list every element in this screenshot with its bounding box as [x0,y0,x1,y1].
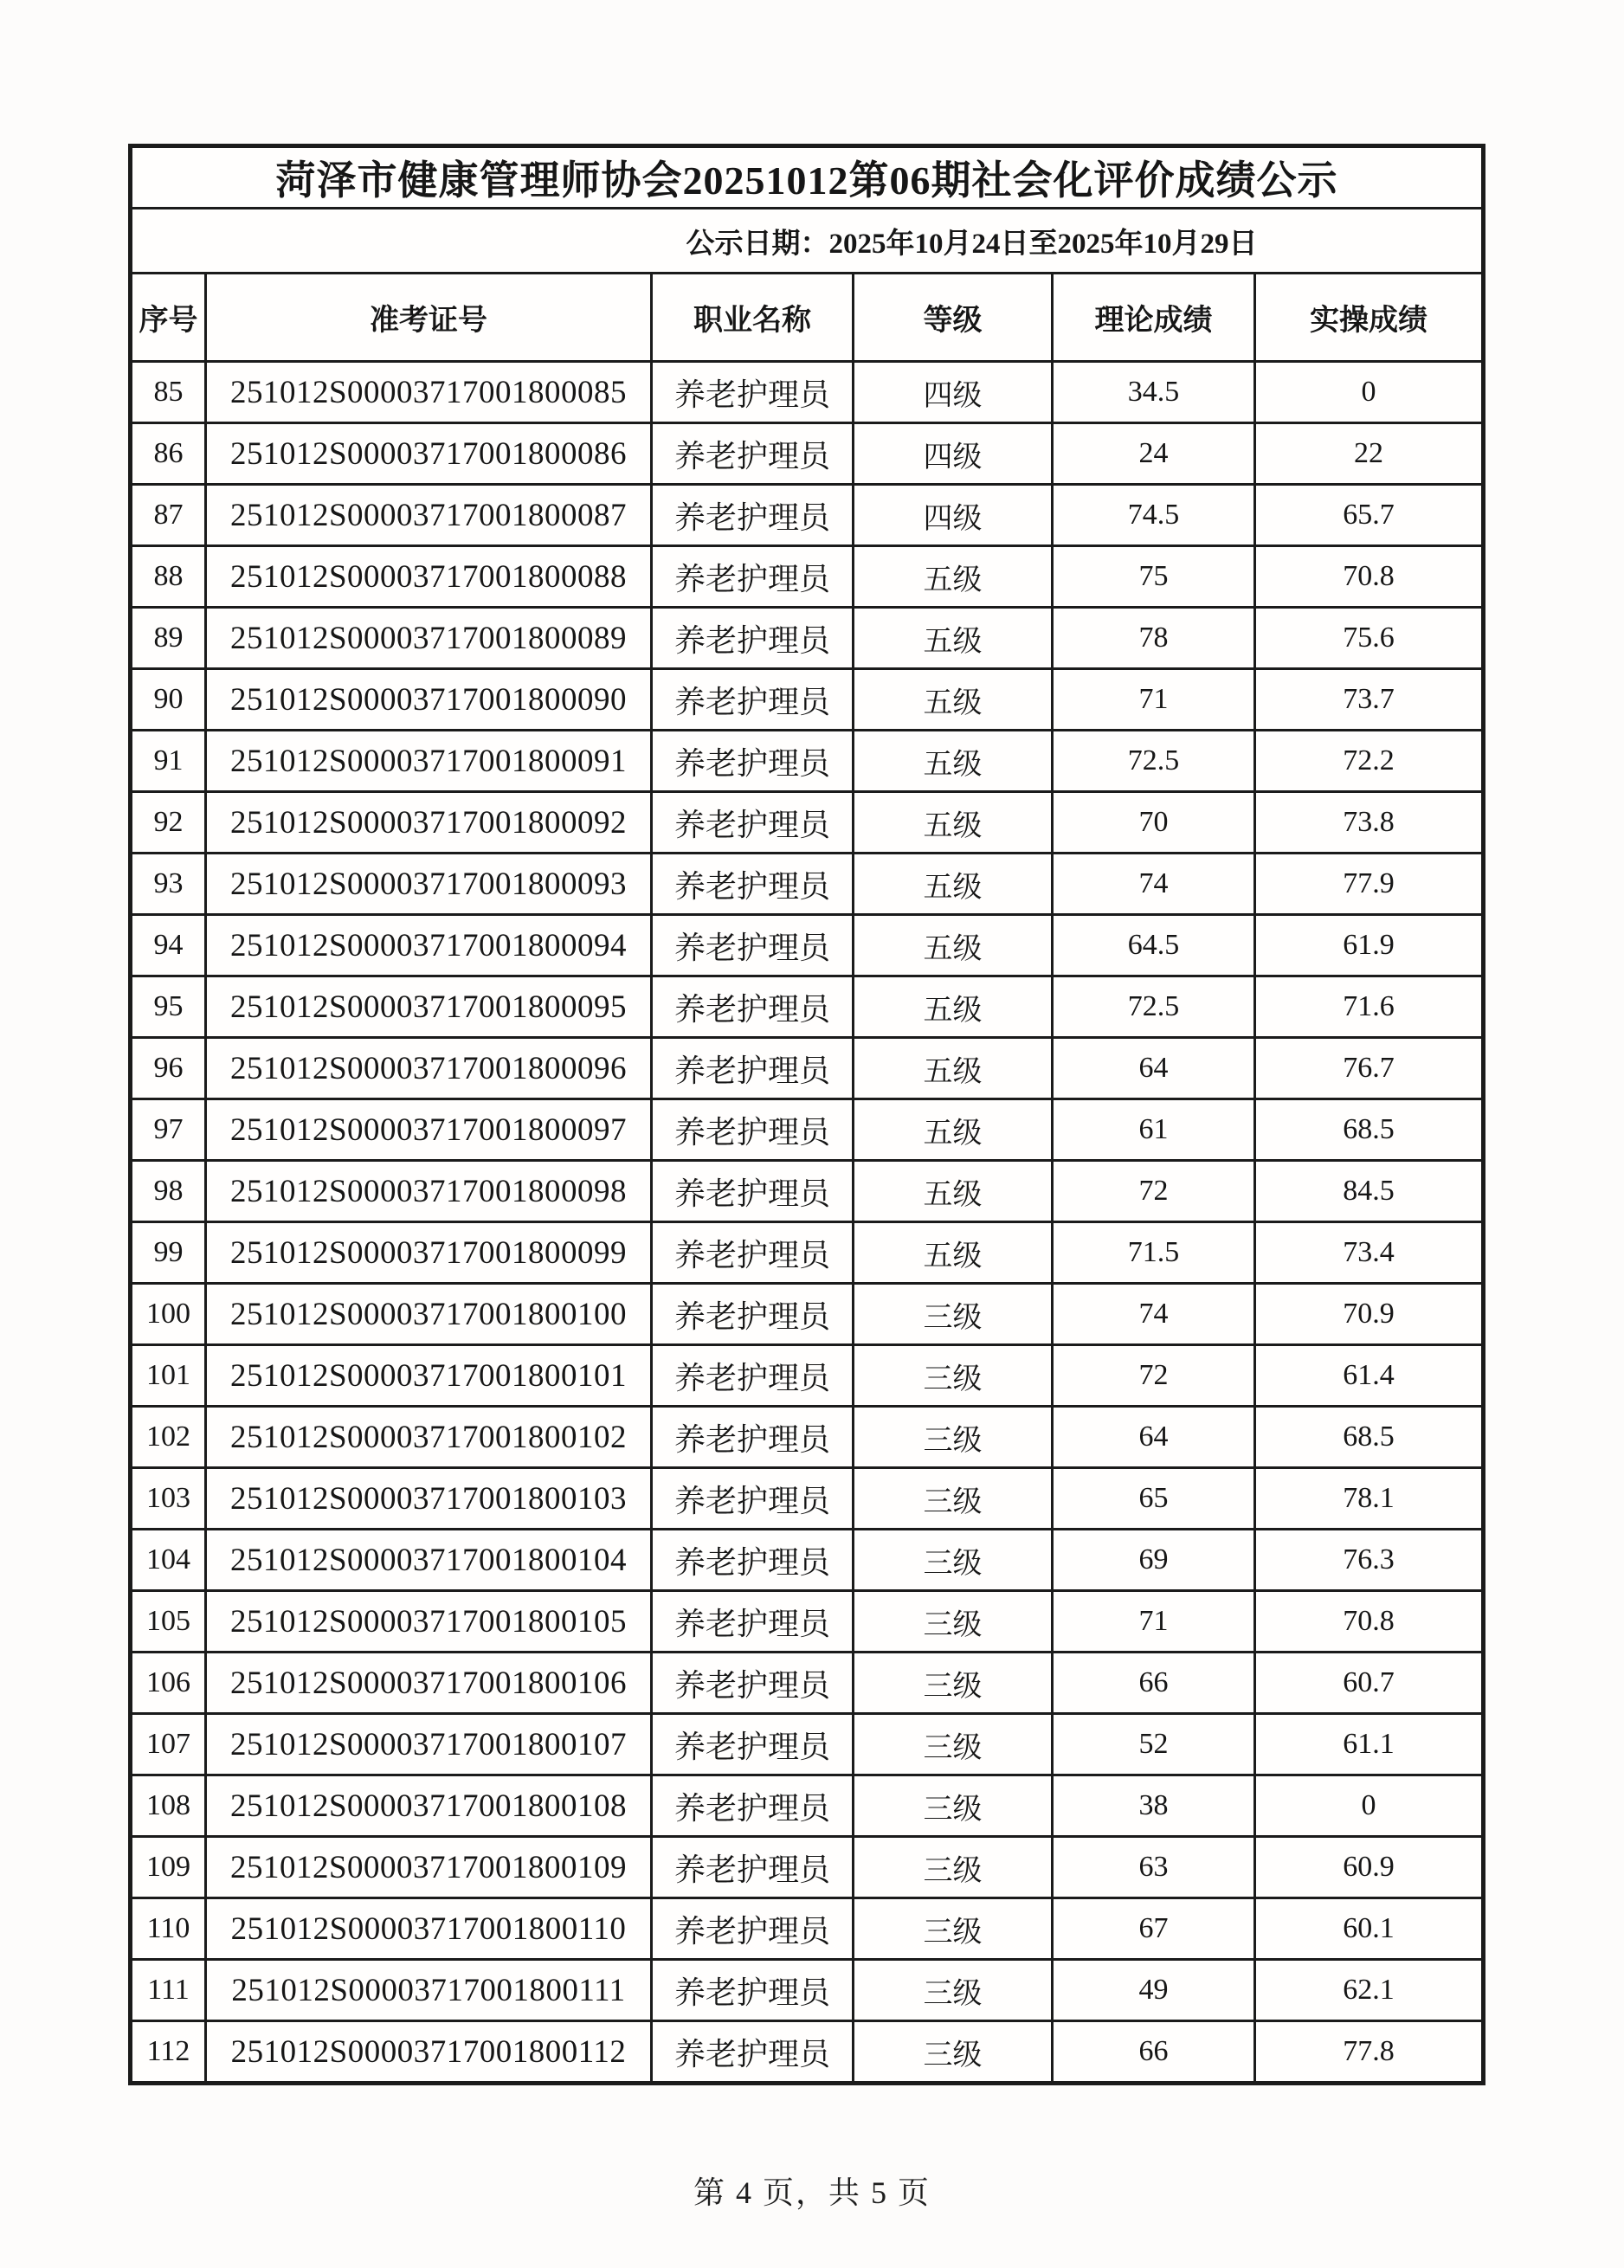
cell-occupation: 养老护理员 [652,1837,854,1898]
cell-practical-score: 70.9 [1255,1284,1484,1345]
cell-seq: 89 [131,608,206,669]
cell-practical-score: 72.2 [1255,731,1484,792]
cell-practical-score: 73.7 [1255,669,1484,731]
cell-ticket-number: 251012S00003717001800098 [206,1161,652,1222]
cell-ticket-number: 251012S00003717001800107 [206,1714,652,1775]
cell-occupation: 养老护理员 [652,669,854,731]
cell-practical-score: 60.9 [1255,1837,1484,1898]
cell-theory-score: 49 [1053,1960,1255,2021]
cell-seq: 103 [131,1468,206,1530]
cell-practical-score: 0 [1255,362,1484,423]
cell-ticket-number: 251012S00003717001800096 [206,1038,652,1099]
cell-occupation: 养老护理员 [652,915,854,976]
cell-practical-score: 61.4 [1255,1345,1484,1407]
cell-seq: 88 [131,546,206,608]
cell-level: 三级 [854,1284,1053,1345]
cell-theory-score: 66 [1053,2021,1255,2084]
cell-ticket-number: 251012S00003717001800090 [206,669,652,731]
cell-occupation: 养老护理员 [652,1775,854,1837]
cell-seq: 99 [131,1222,206,1284]
column-header-col-occupation: 职业名称 [652,274,854,362]
cell-occupation: 养老护理员 [652,1714,854,1775]
cell-level: 五级 [854,792,1053,854]
cell-occupation: 养老护理员 [652,792,854,854]
cell-occupation: 养老护理员 [652,1038,854,1099]
cell-ticket-number: 251012S00003717001800104 [206,1530,652,1591]
cell-seq: 112 [131,2021,206,2084]
cell-occupation: 养老护理员 [652,1099,854,1161]
cell-level: 五级 [854,1222,1053,1284]
cell-practical-score: 76.7 [1255,1038,1484,1099]
cell-ticket-number: 251012S00003717001800094 [206,915,652,976]
cell-occupation: 养老护理员 [652,1898,854,1960]
table-row [131,1837,1484,1898]
cell-seq: 93 [131,854,206,915]
cell-occupation: 养老护理员 [652,1284,854,1345]
table-row [131,1468,1484,1530]
cell-ticket-number: 251012S00003717001800085 [206,362,652,423]
cell-level: 五级 [854,546,1053,608]
cell-level: 五级 [854,1099,1053,1161]
cell-theory-score: 34.5 [1053,362,1255,423]
cell-occupation: 养老护理员 [652,1222,854,1284]
cell-theory-score: 74.5 [1053,485,1255,546]
cell-level: 三级 [854,1530,1053,1591]
cell-practical-score: 62.1 [1255,1960,1484,2021]
title-row [131,146,1484,209]
cell-practical-score: 65.7 [1255,485,1484,546]
cell-occupation: 养老护理员 [652,2021,854,2084]
publish-date: 公示日期：2025年10月24日至2025年10月29日 [131,209,1484,274]
cell-practical-score: 70.8 [1255,1591,1484,1653]
cell-occupation: 养老护理员 [652,362,854,423]
cell-occupation: 养老护理员 [652,1530,854,1591]
cell-practical-score: 70.8 [1255,546,1484,608]
cell-ticket-number: 251012S00003717001800100 [206,1284,652,1345]
cell-practical-score: 77.8 [1255,2021,1484,2084]
table-row [131,1714,1484,1775]
cell-occupation: 养老护理员 [652,854,854,915]
cell-practical-score: 71.6 [1255,976,1484,1038]
cell-occupation: 养老护理员 [652,1407,854,1468]
cell-ticket-number: 251012S00003717001800092 [206,792,652,854]
cell-theory-score: 75 [1053,546,1255,608]
table-row [131,976,1484,1038]
cell-level: 三级 [854,1407,1053,1468]
cell-theory-score: 72.5 [1053,731,1255,792]
cell-practical-score: 73.8 [1255,792,1484,854]
cell-seq: 85 [131,362,206,423]
table-row [131,1345,1484,1407]
page-number-footer: 第 4 页，共 5 页 [693,2175,931,2210]
cell-seq: 107 [131,1714,206,1775]
cell-practical-score: 73.4 [1255,1222,1484,1284]
cell-practical-score: 76.3 [1255,1530,1484,1591]
cell-theory-score: 72.5 [1053,976,1255,1038]
cell-theory-score: 70 [1053,792,1255,854]
table-row [131,546,1484,608]
cell-ticket-number: 251012S00003717001800091 [206,731,652,792]
cell-practical-score: 68.5 [1255,1099,1484,1161]
cell-occupation: 养老护理员 [652,1960,854,2021]
table-row [131,1960,1484,2021]
cell-practical-score: 75.6 [1255,608,1484,669]
cell-ticket-number: 251012S00003717001800087 [206,485,652,546]
cell-theory-score: 71 [1053,1591,1255,1653]
cell-level: 五级 [854,854,1053,915]
table-row [131,1284,1484,1345]
cell-ticket-number: 251012S00003717001800108 [206,1775,652,1837]
cell-level: 五级 [854,1038,1053,1099]
cell-seq: 106 [131,1653,206,1714]
cell-practical-score: 77.9 [1255,854,1484,915]
cell-occupation: 养老护理员 [652,423,854,485]
cell-level: 五级 [854,731,1053,792]
cell-ticket-number: 251012S00003717001800109 [206,1837,652,1898]
cell-theory-score: 64 [1053,1407,1255,1468]
cell-theory-score: 61 [1053,1099,1255,1161]
cell-level: 三级 [854,1898,1053,1960]
cell-seq: 104 [131,1530,206,1591]
table-row [131,1530,1484,1591]
table-row [131,485,1484,546]
cell-seq: 109 [131,1837,206,1898]
cell-theory-score: 71.5 [1053,1222,1255,1284]
cell-seq: 95 [131,976,206,1038]
table-row [131,1222,1484,1284]
cell-seq: 105 [131,1591,206,1653]
cell-practical-score: 78.1 [1255,1468,1484,1530]
cell-seq: 96 [131,1038,206,1099]
table-row [131,669,1484,731]
cell-practical-score: 61.9 [1255,915,1484,976]
cell-practical-score: 60.1 [1255,1898,1484,1960]
cell-occupation: 养老护理员 [652,731,854,792]
table-row [131,1407,1484,1468]
document-title: 菏泽市健康管理师协会20251012第06期社会化评价成绩公示 [131,146,1484,209]
cell-ticket-number: 251012S00003717001800101 [206,1345,652,1407]
column-header-col-theory-score: 理论成绩 [1053,274,1255,362]
cell-seq: 111 [131,1960,206,2021]
cell-occupation: 养老护理员 [652,1653,854,1714]
cell-level: 三级 [854,1653,1053,1714]
cell-level: 五级 [854,915,1053,976]
cell-level: 三级 [854,1591,1053,1653]
cell-level: 三级 [854,1775,1053,1837]
cell-level: 五级 [854,669,1053,731]
cell-level: 三级 [854,1345,1053,1407]
table-row [131,854,1484,915]
table-row [131,423,1484,485]
cell-ticket-number: 251012S00003717001800111 [206,1960,652,2021]
cell-practical-score: 84.5 [1255,1161,1484,1222]
score-table [128,144,1485,2085]
table-row [131,1898,1484,1960]
cell-ticket-number: 251012S00003717001800112 [206,2021,652,2084]
cell-seq: 98 [131,1161,206,1222]
cell-ticket-number: 251012S00003717001800110 [206,1898,652,1960]
cell-occupation: 养老护理员 [652,608,854,669]
cell-seq: 90 [131,669,206,731]
cell-ticket-number: 251012S00003717001800103 [206,1468,652,1530]
cell-level: 三级 [854,2021,1053,2084]
cell-level: 五级 [854,608,1053,669]
cell-occupation: 养老护理员 [652,485,854,546]
cell-theory-score: 74 [1053,1284,1255,1345]
table-row [131,1038,1484,1099]
cell-seq: 91 [131,731,206,792]
cell-theory-score: 38 [1053,1775,1255,1837]
cell-practical-score: 0 [1255,1775,1484,1837]
cell-seq: 86 [131,423,206,485]
cell-theory-score: 72 [1053,1345,1255,1407]
cell-occupation: 养老护理员 [652,976,854,1038]
cell-seq: 102 [131,1407,206,1468]
table-row [131,1653,1484,1714]
cell-theory-score: 72 [1053,1161,1255,1222]
cell-seq: 108 [131,1775,206,1837]
cell-level: 三级 [854,1960,1053,2021]
table-row [131,915,1484,976]
cell-occupation: 养老护理员 [652,1468,854,1530]
cell-seq: 92 [131,792,206,854]
cell-seq: 100 [131,1284,206,1345]
cell-ticket-number: 251012S00003717001800099 [206,1222,652,1284]
cell-theory-score: 74 [1053,854,1255,915]
cell-ticket-number: 251012S00003717001800105 [206,1591,652,1653]
cell-theory-score: 69 [1053,1530,1255,1591]
cell-occupation: 养老护理员 [652,546,854,608]
cell-theory-score: 24 [1053,423,1255,485]
cell-level: 三级 [854,1468,1053,1530]
table-row [131,1591,1484,1653]
cell-practical-score: 22 [1255,423,1484,485]
cell-ticket-number: 251012S00003717001800093 [206,854,652,915]
cell-theory-score: 66 [1053,1653,1255,1714]
cell-occupation: 养老护理员 [652,1161,854,1222]
cell-theory-score: 78 [1053,608,1255,669]
cell-level: 五级 [854,1161,1053,1222]
cell-practical-score: 68.5 [1255,1407,1484,1468]
table-row [131,1775,1484,1837]
cell-theory-score: 63 [1053,1837,1255,1898]
cell-ticket-number: 251012S00003717001800088 [206,546,652,608]
table-row [131,1099,1484,1161]
cell-level: 五级 [854,976,1053,1038]
cell-level: 四级 [854,485,1053,546]
cell-ticket-number: 251012S00003717001800102 [206,1407,652,1468]
cell-theory-score: 52 [1053,1714,1255,1775]
cell-practical-score: 61.1 [1255,1714,1484,1775]
cell-seq: 97 [131,1099,206,1161]
cell-ticket-number: 251012S00003717001800106 [206,1653,652,1714]
table-row [131,1161,1484,1222]
cell-level: 三级 [854,1714,1053,1775]
cell-ticket-number: 251012S00003717001800097 [206,1099,652,1161]
cell-theory-score: 67 [1053,1898,1255,1960]
cell-ticket-number: 251012S00003717001800095 [206,976,652,1038]
cell-theory-score: 64 [1053,1038,1255,1099]
cell-seq: 87 [131,485,206,546]
cell-ticket-number: 251012S00003717001800089 [206,608,652,669]
publish-date-row [131,209,1484,274]
cell-theory-score: 71 [1053,669,1255,731]
column-header-col-level: 等级 [854,274,1053,362]
cell-seq: 101 [131,1345,206,1407]
table-row [131,731,1484,792]
cell-level: 三级 [854,1837,1053,1898]
cell-seq: 110 [131,1898,206,1960]
table-row [131,2021,1484,2084]
column-header-col-ticket-number: 准考证号 [206,274,652,362]
column-header-row [131,274,1484,362]
cell-seq: 94 [131,915,206,976]
cell-level: 四级 [854,362,1053,423]
column-header-col-seq: 序号 [131,274,206,362]
table-row [131,608,1484,669]
cell-occupation: 养老护理员 [652,1591,854,1653]
cell-practical-score: 60.7 [1255,1653,1484,1714]
cell-theory-score: 65 [1053,1468,1255,1530]
table-row [131,792,1484,854]
cell-level: 四级 [854,423,1053,485]
cell-ticket-number: 251012S00003717001800086 [206,423,652,485]
cell-occupation: 养老护理员 [652,1345,854,1407]
column-header-col-practical-score: 实操成绩 [1255,274,1484,362]
cell-theory-score: 64.5 [1053,915,1255,976]
table-row [131,362,1484,423]
